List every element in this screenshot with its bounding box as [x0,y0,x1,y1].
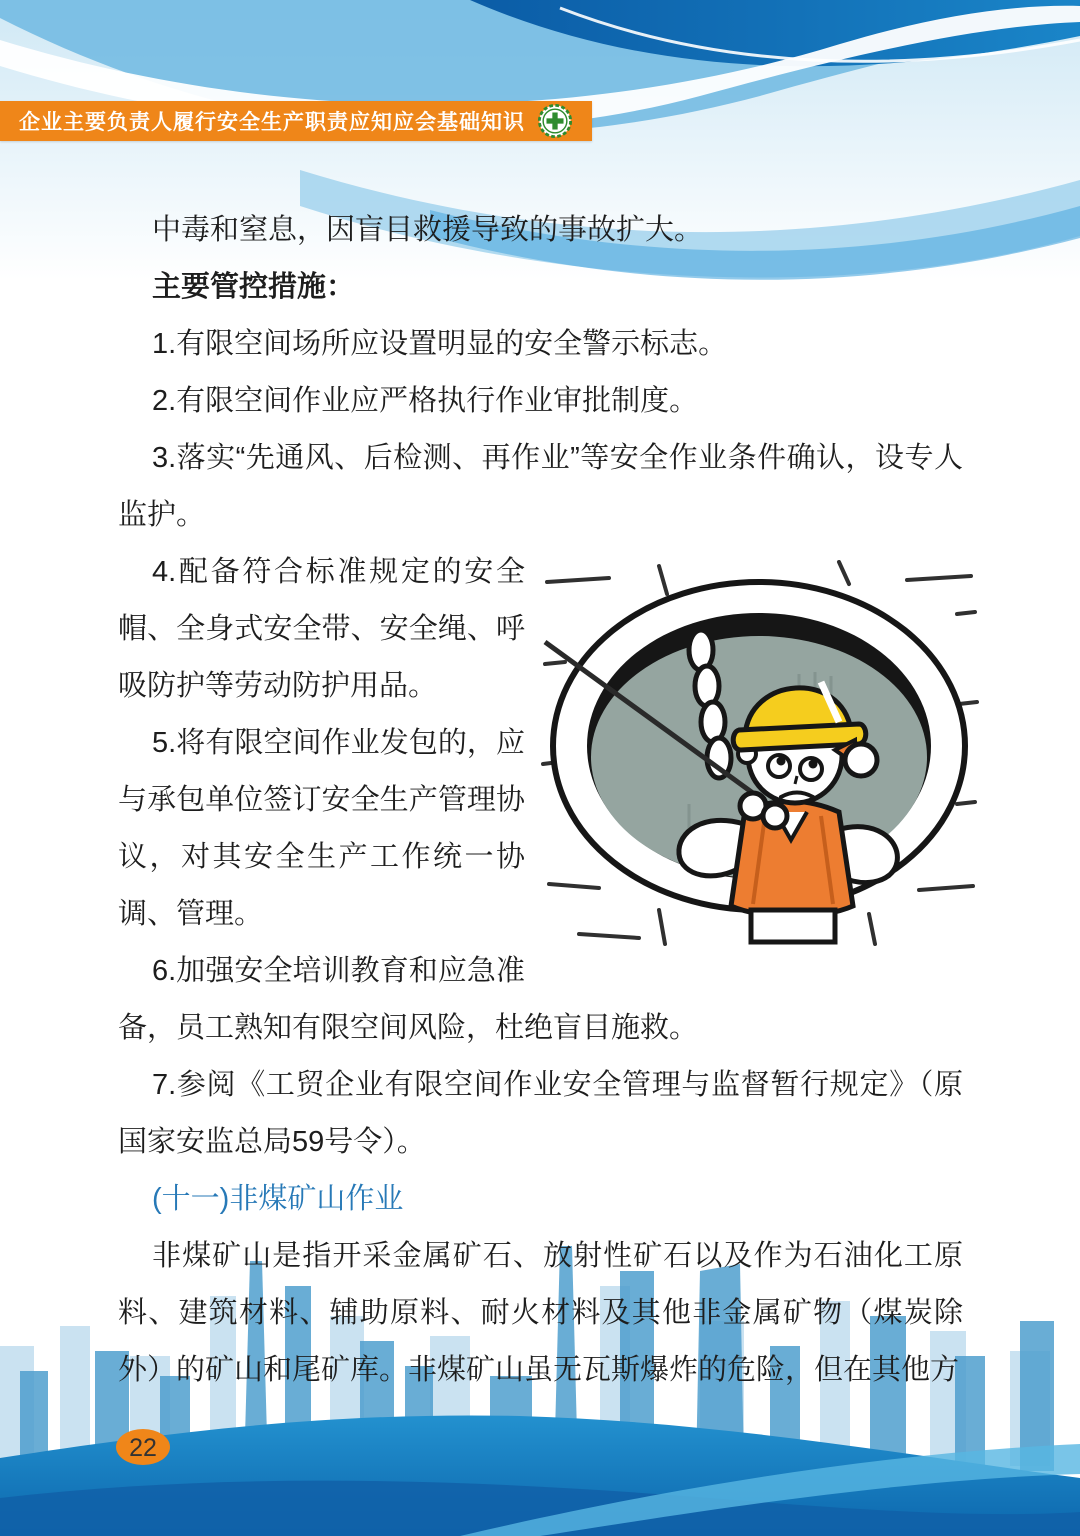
worker-in-manhole-illustration [539,554,979,959]
paragraph-intro: 中毒和窒息，因盲目救援导致的事故扩大。 [152,214,704,246]
section-body: 非煤矿山是指开采金属矿石、放射性矿石以及作为石油化工原料、建筑材料、辅助原料、耐火材料及其他非金属矿物（煤炭除外）的矿山和尾矿库。非煤矿山虽无瓦斯爆炸的危险，但在其他方 [118,1240,963,1386]
safety-cross-logo-icon [537,103,573,139]
measure-item-1: 1.有限空间场所应设置明显的安全警示标志。 [152,328,728,360]
measure-item-6: 6.加强安全培训教育和应急准备，员工熟知有限空间风险，杜绝盲目施救。 [118,955,699,1044]
page-content [118,202,963,1399]
measure-item-2: 2.有限空间作业应严格执行作业审批制度。 [152,385,699,417]
measure-item-4: 4.配备符合标准规定的安全帽、全身式安全带、安全绳、呼吸防护等劳动防护用品。 [118,556,525,702]
page-number: 22 [129,1434,157,1462]
measures-heading: 主要管控措施： [152,271,356,303]
measure-item-3: 3.落实“先通风、后检测、再作业”等安全作业条件确认，设专人监护。 [118,442,963,531]
page-title: 企业主要负责人履行安全生产职责应知应会基础知识 [19,111,525,134]
measure-item-7: 7.参阅《工贸企业有限空间作业安全管理与监督暂行规定》（原国家安监总局59号令）。 [118,1069,963,1158]
section-heading: (十一)非煤矿山作业 [152,1183,404,1215]
header-banner [0,101,592,141]
measure-item-5: 5.将有限空间作业发包的，应与承包单位签订安全生产管理协议，对其安全生产工作统一协调、管理。 [118,727,525,930]
